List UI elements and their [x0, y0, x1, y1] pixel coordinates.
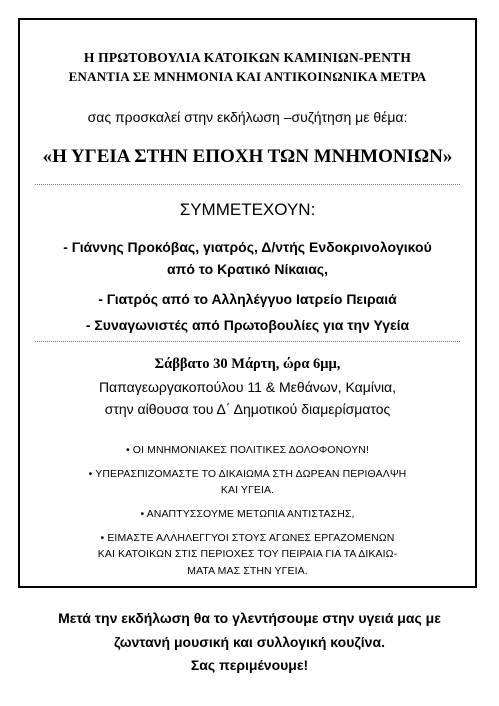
organizer-line-1: Η ΠΡΩΤΟΒΟΥΛΙΑ ΚΑΤΟΙΚΩΝ ΚΑΜΙΝΙΩΝ-ΡΕΝΤΗ: [83, 50, 412, 65]
participants-heading: ΣΥΜΜΕΤΕΧΟΥΝ:: [179, 200, 316, 219]
slogan-bullet-continued: ΚΑΙ ΚΑΤΟΙΚΩΝ ΣΤΙΣ ΠΕΡΙΟΧΕΣ ΤΟΥ ΠΕΙΡΑΙΑ ΓΙΑ ΤΑ ΔΙΚΑΙΩ-: [97, 548, 398, 560]
slogan-bullet: • ΕΙΜΑΣΤΕ ΑΛΛΗΛΕΓΓΥΟΙ ΣΤΟΥΣ ΑΓΩΝΕΣ ΕΡΓΑΖΟΜΕΝΩΝ: [20, 532, 475, 544]
participant-line: από το Κρατικό Νίκαιας,: [167, 261, 328, 277]
slogan-bullet-continued: ΚΑΙ ΥΓΕΙΑ.: [220, 484, 275, 496]
invitation-text: σας προσκαλεί στην εκδήλωση –συζήτηση με θέμα:: [87, 109, 408, 125]
divider: [35, 341, 460, 342]
event-title: «Η ΥΓΕΙΑ ΣΤΗΝ ΕΠΟΧΗ ΤΩΝ ΜΝΗΜΟΝΙΩΝ»: [42, 146, 453, 167]
closing-line: ζωντανή μουσική και συλλογική κουζίνα.: [114, 634, 385, 650]
flyer-frame: [18, 18, 477, 588]
participant-line: - Συναγωνιστές από Πρωτοβουλίες για την Υγεία: [85, 317, 410, 333]
slogan-bullet-continued: ΜΑΤΑ ΜΑΣ ΣΤΗΝ ΥΓΕΙΑ.: [187, 565, 308, 577]
event-venue: στην αίθουσα του Δ΄ Δημοτικού διαμερίσματος: [104, 401, 391, 417]
slogan-bullet: • ΑΝΑΠΤΥΣΣΟΥΜΕ ΜΕΤΩΠΙΑ ΑΝΤΙΣΤΑΣΗΣ,: [20, 508, 475, 520]
divider: [35, 184, 460, 185]
event-date: Σάββατο 30 Μάρτη, ώρα 6μμ,: [154, 356, 341, 372]
closing-line: Σας περιμένουμε!: [190, 657, 309, 673]
event-address: Παπαγεωργακοπούλου 11 & Μεθάνων, Καμίνια,: [98, 379, 397, 395]
closing-line: Μετά την εκδήλωση θα το γλεντήσουμε στην υγειά μας με: [58, 610, 441, 626]
organizer-line-2: ΕΝΑΝΤΙΑ ΣΕ ΜΝΗΜΟΝΙΑ ΚΑΙ ΑΝΤΙΚΟΙΝΩΝΙΚΑ ΜΕΤΡΑ: [68, 69, 427, 84]
participant-line: - Γιάννης Προκόβας, γιατρός, Δ/ντής Ενδοκρινολογικού: [63, 239, 432, 255]
slogan-bullet: • ΥΠΕΡΑΣΠΙΖΟΜΑΣΤΕ ΤΟ ΔΙΚΑΙΩΜΑ ΣΤΗ ΔΩΡΕΑΝ ΠΕΡΙΘΑΛΨΗ: [20, 468, 475, 480]
participant-line: - Γιατρός από το Αλληλέγγυο Ιατρείο Πειραιά: [98, 291, 397, 307]
slogan-bullet: • ΟΙ ΜΝΗΜΟΝΙΑΚΕΣ ΠΟΛΙΤΙΚΕΣ ΔΟΛΟΦΟΝΟΥΝ!: [20, 444, 475, 456]
